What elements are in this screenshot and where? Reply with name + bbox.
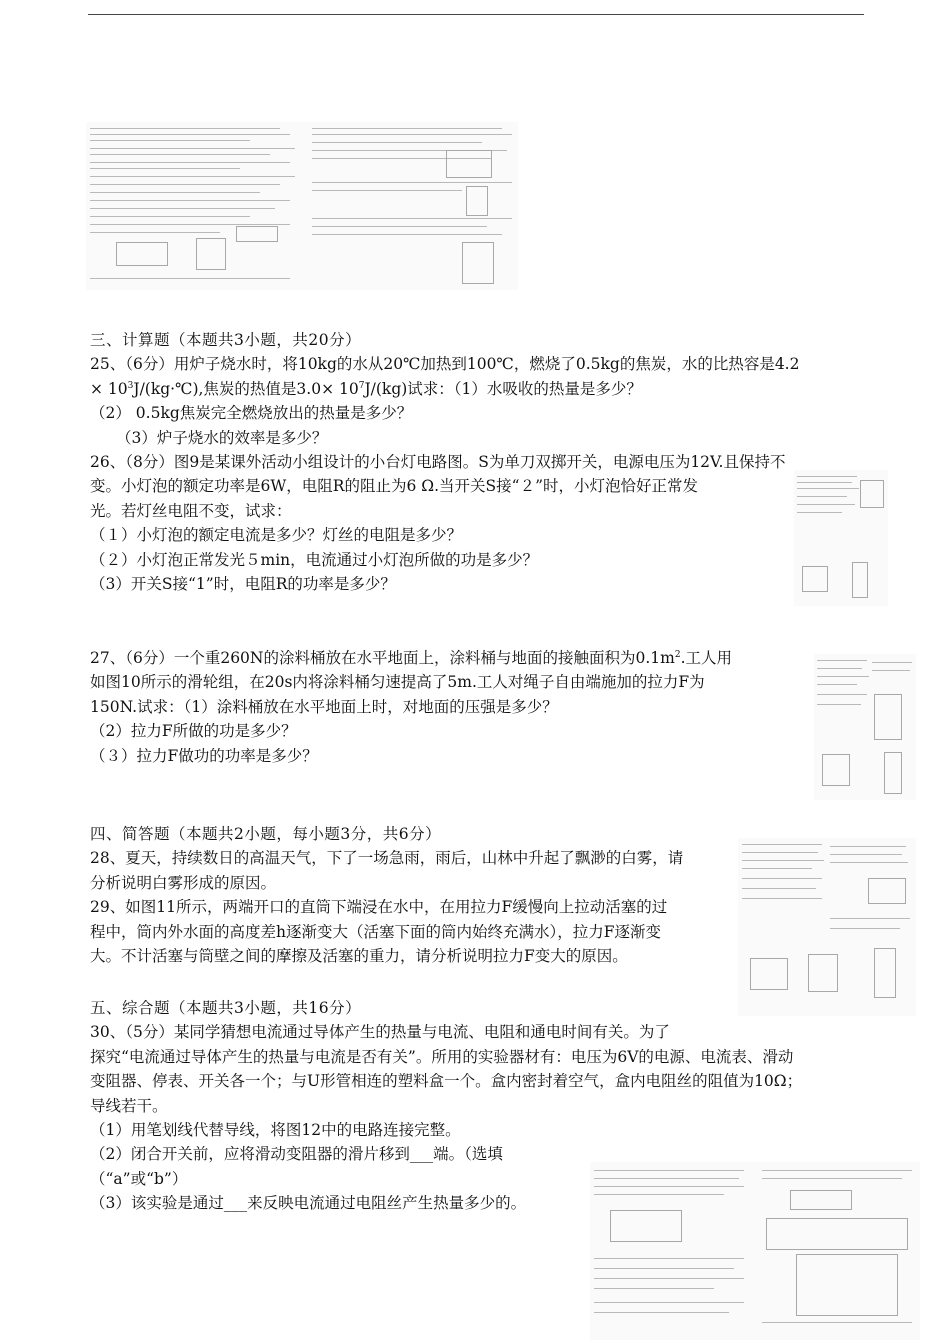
q30-sub2-line2: （“a”或“b”） <box>90 1169 188 1188</box>
q27-line3: 150N.试求：（1）涂料桶放在水平地面上时，对地面的压强是多少？ <box>90 697 558 716</box>
q30-sub1: （1）用笔划线代替导线，将图12中的电路连接完整。 <box>90 1121 461 1140</box>
question-27 <box>90 646 810 768</box>
q27-sub2: （2）拉力F所做的功是多少？ <box>90 722 297 741</box>
q28-line1: 28、夏天，持续数日的高温天气，下了一场急雨，雨后，山林中升起了飘渺的白雾，请 <box>90 849 684 868</box>
q29-line2: 程中，筒内外水面的高度差h逐渐变大（活塞下面的筒内始终充满水），拉力F逐渐变 <box>90 922 661 941</box>
q30-sub2-line1: （2）闭合开关前，应将滑动变阻器的滑片移到___端。（选填 <box>90 1145 503 1164</box>
q30-line3: 变阻器、停表、开关各一个；与U形管相连的塑料盒一个。盒内密封着空气，盒内电阻丝的阻值为10Ω； <box>90 1072 803 1091</box>
section-heading-short-answer: 四、简答题（本题共2小题，每小题3分，共6分） <box>90 825 442 843</box>
section-calculation <box>90 328 870 450</box>
q26-line1: 26、（8分）图9是某课外活动小组设计的小台灯电路图。S为单刀双掷开关，电源电压为12V.且保持不 <box>90 453 786 471</box>
section-short-answer <box>90 822 730 968</box>
q27-line2: 如图10所示的滑轮组，在20s内将涂料桶匀速提高了5m.工人对绳子自由端施加的拉力F为 <box>90 673 705 692</box>
q30-sub3: （3）该实验是通过___来反映电流通过电阻丝产生热量多少的。 <box>90 1194 527 1213</box>
q30-line2: 探究“电流通过导体产生的热量与电流是否有关”。所用的实验器材有：电压为6V的电源、电流表、滑动 <box>90 1047 794 1066</box>
scanned-page-thumbnail-right-2 <box>814 654 916 800</box>
q25-sub3: （3）炉子烧水的效率是多少？ <box>116 428 328 447</box>
section-comprehensive <box>90 996 870 1216</box>
q25-line2: × $10^3J/(kg\cdot℃)$,焦炭的热值是$3.0\times 10^7J/(kg)$试求：（1）水吸收的热量是多少？ <box>90 379 642 398</box>
scanned-page-thumbnail-right-3 <box>738 838 916 1016</box>
q27-line1: 27、（6分）一个重260N的涂料桶放在水平地面上，涂料桶与地面的接触面积为$0.1m^2$.工人用 <box>90 649 733 667</box>
q26-sub1: （１）小灯泡的额定电流是多少？灯丝的电阻是多少？ <box>90 526 463 545</box>
section-heading-comprehensive: 五、综合题（本题共3小题，共16分） <box>90 999 362 1017</box>
header-rule <box>88 14 864 15</box>
q29-line3: 大。不计活塞与筒壁之间的摩擦及活塞的重力，请分析说明拉力F变大的原因。 <box>90 947 628 966</box>
q30-line4: 导线若干。 <box>90 1096 168 1115</box>
section-heading-calculation: 三、计算题（本题共3小题，共20分） <box>90 331 362 349</box>
q29-line1: 29、如图11所示，两端开口的直筒下端浸在水中，在用拉力F缓慢向上拉动活塞的过 <box>90 898 668 917</box>
q26-line2: 变。小灯泡的额定功率是6W，电阻R的阻止为6 Ω.当开关S接“２”时，小灯泡恰好正常发 <box>90 477 698 496</box>
scanned-page-thumbnail-top <box>86 122 518 290</box>
question-26 <box>90 450 870 596</box>
q30-line1: 30、（5分）某同学猜想电流通过导体产生的热量与电流、电阻和通电时间有关。为了 <box>90 1023 670 1042</box>
q25-line1: 25、（6分）用炉子烧水时，将10kg的水从20℃加热到100℃，燃烧了0.5kg的焦炭，水的比热容是4.2 <box>90 355 800 374</box>
q28-line2: 分析说明白雾形成的原因。 <box>90 873 277 892</box>
q26-sub2: （２）小灯泡正常发光５min，电流通过小灯泡所做的功是多少？ <box>90 550 539 569</box>
q25-sub2: （2） 0.5kg焦炭完全燃烧放出的热量是多少？ <box>90 404 413 423</box>
q27-sub3: （３）拉力F做功的功率是多少？ <box>90 746 318 765</box>
q26-line3: 光。若灯丝电阻不变，试求： <box>90 501 292 520</box>
q26-sub3: （3）开关S接“1”时，电阻R的功率是多少？ <box>90 575 396 594</box>
